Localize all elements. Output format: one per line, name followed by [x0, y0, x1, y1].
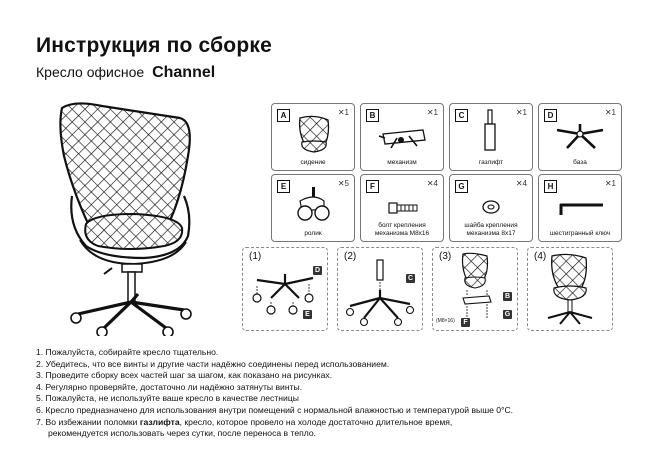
part-label: болт крепления механизма M8x16 — [374, 222, 430, 237]
part-label: шестигранный ключ — [549, 229, 611, 237]
part-label: сидение — [300, 158, 326, 166]
part-quantity: ✕4 — [426, 179, 438, 188]
part-quantity: ✕4 — [515, 179, 527, 188]
step-2-gas-lift-diagram — [338, 248, 422, 330]
instructions-list — [36, 347, 513, 440]
step-number: (3) — [439, 251, 452, 262]
part-label: база — [573, 158, 587, 166]
part-letter: C — [455, 109, 468, 122]
part-card-g — [449, 174, 533, 242]
instruction-item: 4. Регулярно проверяйте, достаточно ли надёжно затянуты винты. — [36, 381, 303, 392]
part-quantity: ✕1 — [515, 108, 527, 117]
part-letter: D — [544, 109, 557, 122]
step-3-panel — [432, 247, 518, 331]
instruction-item: 6. Кресло предназначено для использования внутри помещений с нормальной влажностью и температурой выше 0°С. — [36, 404, 514, 415]
part-card-b — [360, 103, 444, 171]
step-1-panel — [242, 247, 328, 331]
part-letter: H — [544, 180, 557, 193]
office-chair-illustration — [34, 96, 214, 336]
page-title: Инструкция по сборке — [36, 34, 272, 57]
instruction-item: рекомендуется использовать через сутки, после переноса в тепло. — [48, 428, 317, 439]
part-card-a — [271, 103, 355, 171]
instruction-item: 5. Пожалуйста, не используйте ваше кресло в качестве лестницы — [36, 393, 299, 404]
step-number: (1) — [249, 251, 262, 262]
instruction-item: 1. Пожалуйста, собирайте кресло тщательно. — [36, 347, 219, 357]
page-subtitle — [36, 64, 215, 82]
part-quantity: ✕1 — [337, 108, 349, 117]
step-tag: C — [407, 275, 414, 282]
instruction-text: 7. Во избежании поломки — [36, 416, 140, 427]
step-2-panel — [337, 247, 423, 331]
part-letter: G — [455, 180, 468, 193]
part-label: механизм — [387, 158, 417, 166]
step-tag: B — [504, 293, 511, 300]
instruction-item: 2. Убедитесь, что все винты и другие части надёжно соединены перед использованием. — [36, 358, 390, 369]
model-name: Channel — [152, 64, 216, 81]
part-label: шайба крепления механизма 8x17 — [464, 222, 518, 237]
instruction-bold: газлифта — [139, 416, 180, 427]
step-tag: G — [504, 311, 511, 318]
part-quantity: ✕1 — [604, 179, 616, 188]
step-4-assembled-chair-diagram — [528, 248, 612, 330]
step-number: (2) — [344, 251, 357, 262]
bolt-size-note: (M8×16) — [436, 318, 455, 324]
part-card-h — [538, 174, 622, 242]
subtitle-prefix: Кресло офисное — [36, 64, 145, 80]
part-card-f — [360, 174, 444, 242]
instruction-text: , кресло, которое провело на холоде достаточно длительное время, — [179, 416, 453, 427]
step-tag: E — [303, 310, 312, 319]
part-letter: A — [277, 109, 290, 122]
part-label: ролик — [304, 229, 322, 237]
step-number: (4) — [534, 251, 547, 262]
part-label: газлифт — [478, 158, 504, 166]
part-letter: B — [366, 109, 379, 122]
step-tag: D — [314, 267, 321, 274]
part-quantity: ✕5 — [337, 179, 349, 188]
part-card-c — [449, 103, 533, 171]
instruction-item — [36, 417, 513, 429]
part-card-e — [271, 174, 355, 242]
part-quantity: ✕1 — [426, 108, 438, 117]
step-4-panel — [527, 247, 613, 331]
part-letter: F — [366, 180, 379, 193]
part-letter: E — [277, 180, 290, 193]
step-1-base-casters-diagram — [243, 248, 327, 330]
step-tag: F — [461, 318, 470, 327]
part-card-d — [538, 103, 622, 171]
part-quantity: ✕1 — [604, 108, 616, 117]
instruction-item: 3. Проведите сборку всех частей шаг за шагом, как показано на рисунках. — [36, 370, 333, 381]
